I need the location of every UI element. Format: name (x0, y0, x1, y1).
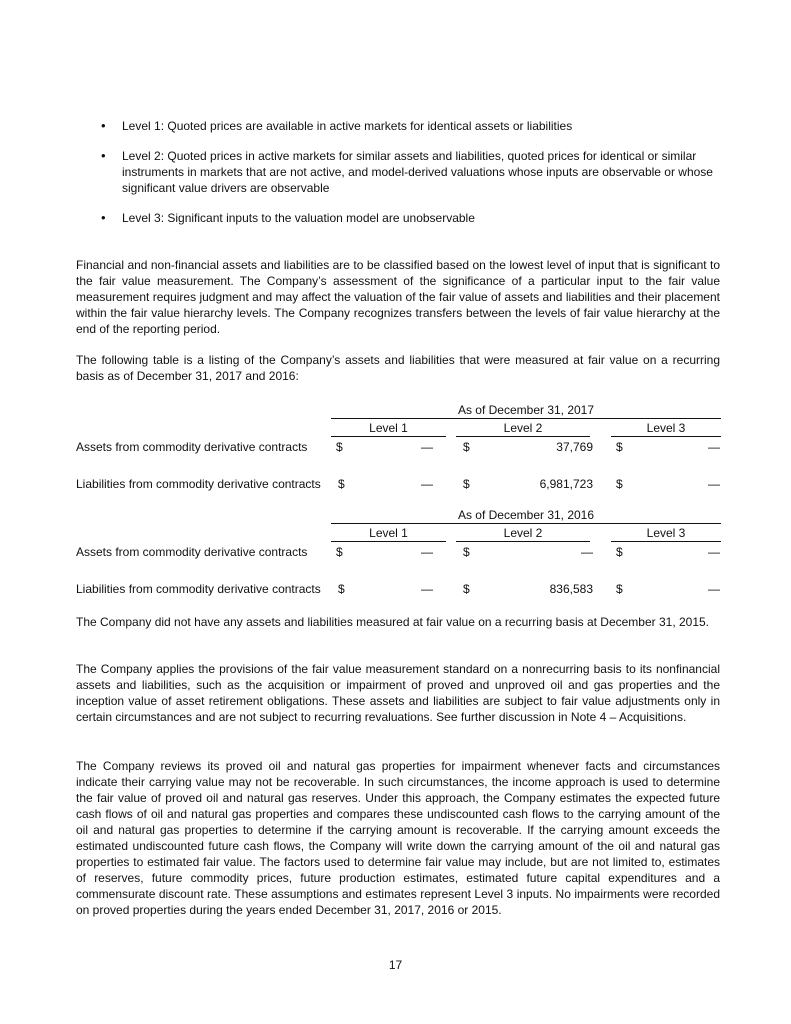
currency-symbol: $ (338, 582, 345, 596)
currency-symbol: $ (463, 582, 470, 596)
table-title: As of December 31, 2016 (457, 508, 595, 522)
paragraph-classification: Financial and non-financial assets and liabilities are to be classified based on the lowest level of input that is significant to the fair value measurement. The Company’s assessment of the significance of a particular input to the fair value measurement requires judgment and may affect the valuation of the fair value of assets and liabilities and their placement within the fair value hierarchy levels. The Company recognizes transfers between the levels of fair value hierarchy at the end of the reporting period. (76, 258, 720, 336)
level-1-rule (331, 541, 446, 542)
row-label: Liabilities from commodity derivative contracts (76, 477, 321, 491)
table-title-rule (331, 418, 721, 419)
column-header-level-1: Level 1 (369, 526, 408, 540)
table-title: As of December 31, 2017 (457, 403, 595, 417)
currency-symbol: $ (336, 545, 343, 559)
row-label: Liabilities from commodity derivative contracts (76, 582, 321, 596)
level-2-value: 6,981,723 (539, 477, 593, 491)
currency-symbol: $ (463, 440, 470, 454)
currency-symbol: $ (616, 477, 623, 491)
currency-symbol: $ (463, 545, 470, 559)
paragraph-nonrecurring: The Company applies the provisions of the fair value measurement standard on a nonrecurring basis to its nonfinancial assets and liabilities, such as the acquisition or impairment of proved and unproved oil and gas properties and the inception value of asset retirement obligations. These assets and liabilities are subject to fair value adjustments only in certain circumstances and are not subject to recurring revaluations. See further discussion in Note 4 – Acquisitions. (76, 662, 720, 724)
paragraph-impairment: The Company reviews its proved oil and natural gas properties for impairment whenever facts and circumstances indicate their carrying value may not be recoverable. In such circumstances, the income approach is used to determine the fair value of proved oil and natural gas reserves. Under this approach, the Company estimates the expected future cash flows of oil and natural gas properties and compares these undiscounted cash flows to the carrying amount of the oil and natural gas properties to determine if the carrying amount is recoverable. If the carrying amount exceeds the estimated undiscounted future cash flows, the Company will write down the carrying amount of the oil and natural gas properties to estimated fair value. The factors used to determine fair value may include, but are not limited to, estimates of reserves, future commodity prices, future production estimates, estimated future capital expenditures and a commensurate discount rate. These assumptions and estimates represent Level 3 inputs. No impairments were recorded on proved properties during the years ended December 31, 2017, 2016 or 2015. (76, 759, 720, 917)
currency-symbol: $ (616, 440, 623, 454)
column-header-level-2: Level 2 (503, 526, 543, 540)
level-3-rule (611, 436, 721, 437)
column-header-level-1: Level 1 (369, 421, 408, 435)
column-header-level-3: Level 3 (646, 421, 686, 435)
currency-symbol: $ (336, 440, 343, 454)
table-title-rule (331, 523, 721, 524)
column-header-level-3: Level 3 (646, 526, 686, 540)
level-2-value: — (581, 545, 593, 559)
column-header-level-2: Level 2 (503, 421, 543, 435)
level-2-rule (456, 541, 590, 542)
level-1-rule (331, 436, 446, 437)
paragraph-no-assets-2015: The Company did not have any assets and liabilities measured at fair value on a recurring basis at December 31, 2015. (76, 615, 710, 629)
bullet-level-1: • Level 1: Quoted prices are available in active markets for identical assets or liabilities (0, 118, 722, 134)
level-3-value: — (708, 477, 720, 491)
fair-value-levels-list (0, 118, 722, 238)
level-2-value: 836,583 (549, 582, 593, 596)
level-1-value: — (421, 582, 433, 596)
currency-symbol: $ (338, 477, 345, 491)
paragraph-table-intro: The following table is a listing of the Company’s assets and liabilities that were measured at fair value on a recurring basis as of December 31, 2017 and 2016: (76, 353, 720, 383)
currency-symbol: $ (616, 582, 623, 596)
level-3-rule (611, 541, 721, 542)
level-2-value: 37,769 (556, 440, 593, 454)
level-3-value: — (708, 440, 720, 454)
bullet-level-2: • Level 2: Quoted prices in active markets for similar assets and liabilities, quoted prices for identical or similar instruments in markets that are not active, and model-derived valuations whose inputs are observable or whose significant value drivers are observable (0, 148, 722, 196)
level-1-value: — (421, 477, 433, 491)
level-1-value: — (421, 545, 433, 559)
currency-symbol: $ (463, 477, 470, 491)
level-2-rule (456, 436, 590, 437)
page-number: 17 (388, 958, 403, 972)
bullet-level-3: • Level 3: Significant inputs to the valuation model are unobservable (0, 210, 722, 226)
level-3-value: — (708, 545, 720, 559)
row-label: Assets from commodity derivative contracts (76, 440, 308, 454)
level-3-value: — (708, 582, 720, 596)
level-1-value: — (421, 440, 433, 454)
row-label: Assets from commodity derivative contracts (76, 545, 308, 559)
currency-symbol: $ (616, 545, 623, 559)
